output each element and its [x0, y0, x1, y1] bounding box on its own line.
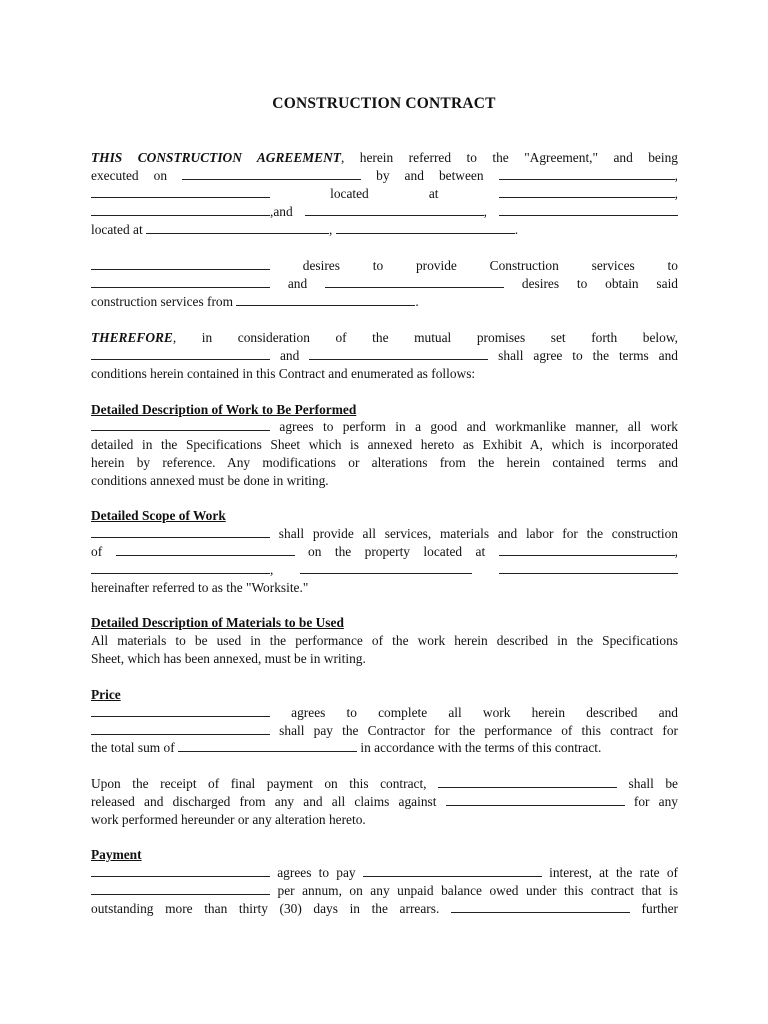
blank-field[interactable]	[499, 167, 675, 180]
release-line-1: Upon the receipt of final payment on this contract, shall be	[91, 776, 678, 791]
blank-field[interactable]	[91, 275, 270, 288]
blank-field[interactable]	[91, 185, 270, 198]
blank-field[interactable]	[146, 221, 329, 234]
blank-field[interactable]	[178, 739, 357, 752]
blank-field[interactable]	[309, 347, 488, 360]
blank-field[interactable]	[91, 418, 270, 431]
payment-line-3: outstanding more than thirty (30) days in the arrears. further	[91, 901, 678, 916]
blank-field[interactable]	[91, 882, 270, 895]
release-line-3: work performed hereunder or any alteration hereto.	[91, 812, 366, 827]
parties-line-1: desires to provide Construction services to	[91, 257, 678, 275]
price-line-1: agrees to complete all work herein described and	[91, 704, 678, 722]
blank-field[interactable]	[91, 203, 270, 216]
blank-field[interactable]	[236, 293, 415, 306]
blank-field[interactable]	[91, 722, 270, 735]
blank-field[interactable]	[499, 543, 675, 556]
scope-line-1: shall provide all services, materials and labor for the construction	[91, 525, 678, 543]
blank-field[interactable]	[300, 561, 472, 574]
materials-line-1: All materials to be used in the performance of the work herein described in the Specifications	[91, 633, 678, 648]
payment-heading: Payment	[91, 847, 142, 862]
blank-field[interactable]	[438, 775, 617, 788]
intro-line-1: THIS CONSTRUCTION AGREEMENT, herein referred to the "Agreement," and being	[91, 150, 678, 165]
work-heading: Detailed Description of Work to Be Performed	[91, 402, 357, 417]
price-line-3: the total sum of in accordance with the terms of this contract.	[91, 740, 602, 755]
blank-field[interactable]	[499, 203, 678, 216]
work-line-3: herein by reference. Any modifications or alterations from the herein contained terms and	[91, 455, 678, 470]
materials-heading: Detailed Description of Materials to be Used	[91, 615, 344, 630]
blank-field[interactable]	[91, 525, 270, 538]
materials-line-2: Sheet, which has been annexed, must be in writing.	[91, 651, 366, 666]
payment-line-2: per annum, on any unpaid balance owed under this contract that is	[91, 882, 678, 900]
therefore-line-3: conditions herein contained in this Contract and enumerated as follows:	[91, 366, 476, 381]
blank-field[interactable]	[182, 167, 361, 180]
payment-line-1: agrees to pay interest, at the rate of	[91, 864, 678, 882]
blank-field[interactable]	[363, 864, 542, 877]
blank-field[interactable]	[91, 704, 270, 717]
parties-line-3: construction services from .	[91, 294, 419, 309]
intro-line-2: executed on by and between ,	[91, 168, 678, 183]
scope-heading: Detailed Scope of Work	[91, 508, 226, 523]
blank-field[interactable]	[91, 347, 270, 360]
price-line-2: shall pay the Contractor for the performance of this contract for	[91, 722, 678, 740]
blank-field[interactable]	[499, 561, 678, 574]
blank-field[interactable]	[446, 793, 625, 806]
blank-field[interactable]	[91, 257, 270, 270]
scope-line-2: of on the property located at ,	[91, 544, 678, 559]
blank-field[interactable]	[91, 561, 270, 574]
blank-field[interactable]	[116, 543, 295, 556]
blank-field[interactable]	[336, 221, 515, 234]
blank-field[interactable]	[499, 185, 675, 198]
parties-line-2: and desires to obtain said	[91, 275, 678, 293]
work-line-1: agrees to perform in a good and workmanlike manner, all work	[91, 418, 678, 436]
blank-field[interactable]	[305, 203, 484, 216]
release-line-2: released and discharged from any and all claims against for any	[91, 794, 678, 809]
scope-line-3: ,	[91, 561, 678, 579]
therefore-line-1: THEREFORE, in consideration of the mutual promises set forth below,	[91, 330, 678, 345]
work-line-2: detailed in the Specifications Sheet which is annexed hereto as Exhibit A, which is incorporated	[91, 437, 678, 452]
intro-line-4: ,and ,	[91, 203, 678, 221]
scope-line-4: hereinafter referred to as the "Worksite."	[91, 580, 309, 595]
blank-field[interactable]	[451, 900, 630, 913]
work-line-4: conditions annexed must be done in writing.	[91, 473, 329, 488]
price-heading: Price	[91, 687, 121, 702]
blank-field[interactable]	[91, 864, 270, 877]
intro-line-5: located at , .	[91, 222, 519, 237]
intro-line-3: located at ,	[91, 185, 678, 203]
therefore-line-2: and shall agree to the terms and	[91, 347, 678, 365]
blank-field[interactable]	[325, 275, 504, 288]
document-title: CONSTRUCTION CONTRACT	[272, 95, 496, 112]
